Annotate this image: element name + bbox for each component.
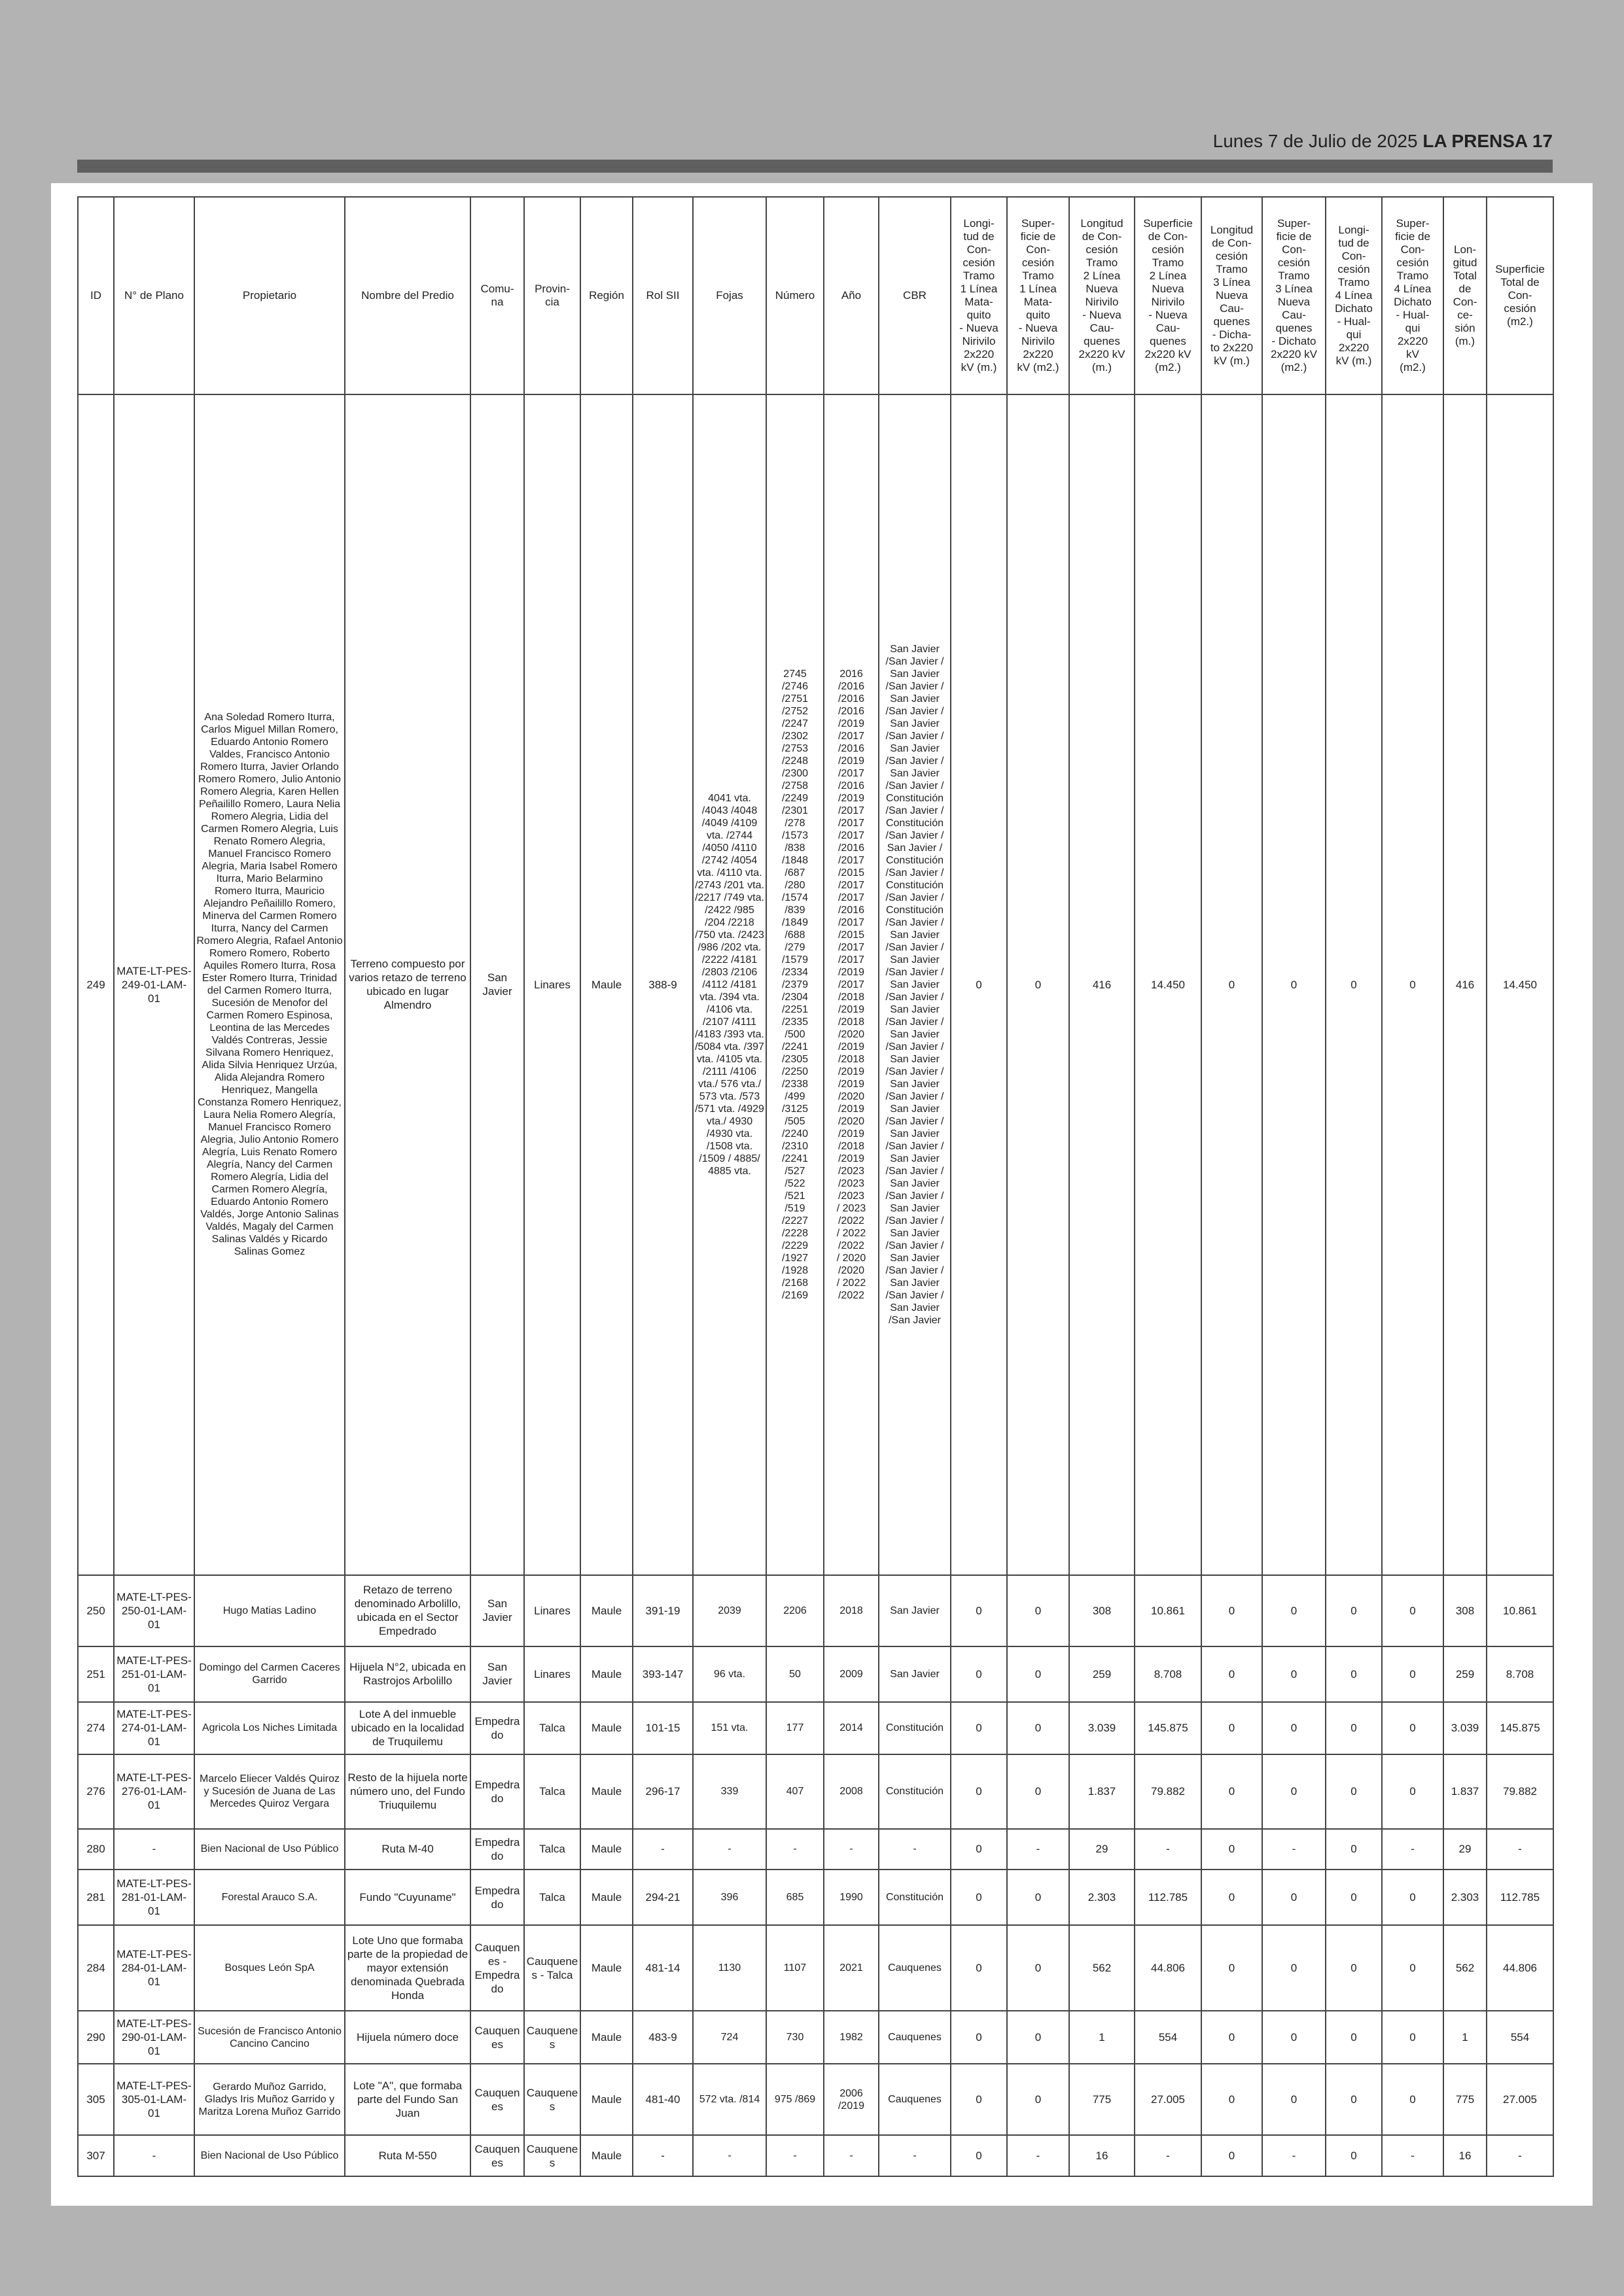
cell-fojas: -: [693, 2135, 766, 2176]
cell-rol: 388-9: [633, 394, 693, 1575]
cell-anio: 2009: [824, 1646, 879, 1702]
cell-plano: -: [114, 1829, 194, 1870]
cell-id: 249: [78, 394, 114, 1575]
cell-propietario: Agricola Los Niches Limitada: [194, 1702, 345, 1755]
cell-plano: -: [114, 2135, 194, 2176]
cell-t1s: -: [1007, 2135, 1069, 2176]
cell-t4l: 0: [1326, 1925, 1382, 2011]
cell-predio: Retazo de terreno denominado Arbolillo, ubicada en el Sector Empedrado: [345, 1575, 470, 1646]
cell-anio: 1990: [824, 1870, 879, 1925]
cell-t2s: 8.708: [1135, 1646, 1201, 1702]
cell-t3l: 0: [1201, 1925, 1262, 2011]
cell-anio: 2021: [824, 1925, 879, 2011]
cell-region: Maule: [580, 1754, 633, 1828]
cell-totl: 775: [1443, 2064, 1487, 2135]
cell-plano: MATE-LT-PES-284-01-LAM-01: [114, 1925, 194, 2011]
cell-comuna: San Javier: [470, 1575, 524, 1646]
header-col-t3-longitud: Longitud de Con- cesión Tramo 3 Línea Nueva Cau- quenes - Dicha- to 2x220 kV (m.): [1201, 197, 1262, 394]
cell-t2l: 1: [1069, 2011, 1135, 2064]
cell-tots: 10.861: [1487, 1575, 1553, 1646]
cell-t4s: 0: [1382, 1754, 1443, 1828]
cell-t1l: 0: [951, 1702, 1007, 1755]
cell-id: 281: [78, 1870, 114, 1925]
cell-tots: 27.005: [1487, 2064, 1553, 2135]
cell-t1l: 0: [951, 2011, 1007, 2064]
cell-t1s: 0: [1007, 1702, 1069, 1755]
cell-comuna: Empedrado: [470, 1702, 524, 1755]
table-row: [78, 2135, 1553, 2176]
cell-t1l: 0: [951, 1575, 1007, 1646]
header-col-region: Región: [580, 197, 633, 394]
cell-provincia: Talca: [524, 1829, 580, 1870]
cell-t3l: 0: [1201, 1870, 1262, 1925]
cell-region: Maule: [580, 2011, 633, 2064]
cell-fojas: 4041 vta. /4043 /4048 /4049 /4109 vta. /2744 /4050 /4110 /2742 /4054 vta. /4110 vta. /2743 /201 vta. /2217 /749 vta. /2422 /985 /204 /2218 /750 vta. /2423 /986 /202 vta. /2222 /4181 /2803 /2106 /4112 /4181 vta. /394 vta. /4106 vta. /2107 /4111 /4183 /393 vta. /5084 vta. /397 vta. /4105 vta. /2111 /4106 vta./ 576 vta./ 573 vta. /573 /571 vta. /4929 vta./ 4930 /4930 vta. /1508 vta. /1509 / 4885/ 4885 vta.: [693, 394, 766, 1575]
header-col-provincia: Provin- cia: [524, 197, 580, 394]
cell-t4s: 0: [1382, 1646, 1443, 1702]
cell-rol: 294-21: [633, 1870, 693, 1925]
cell-totl: 3.039: [1443, 1702, 1487, 1755]
cell-comuna: Empedrado: [470, 1754, 524, 1828]
header-col-propietario: Propietario: [194, 197, 345, 394]
cell-anio: 2006 /2019: [824, 2064, 879, 2135]
cell-t1s: 0: [1007, 394, 1069, 1575]
cell-t4l: 0: [1326, 1754, 1382, 1828]
cell-t4s: -: [1382, 1829, 1443, 1870]
cell-rol: 391-19: [633, 1575, 693, 1646]
cell-fojas: 151 vta.: [693, 1702, 766, 1755]
cell-t4l: 0: [1326, 2011, 1382, 2064]
cell-t4s: 0: [1382, 394, 1443, 1575]
cell-t3l: 0: [1201, 2064, 1262, 2135]
cell-t3l: 0: [1201, 394, 1262, 1575]
cell-totl: 259: [1443, 1646, 1487, 1702]
cell-id: 251: [78, 1646, 114, 1702]
cell-comuna: Cauquenes: [470, 2135, 524, 2176]
cell-numero: 1107: [766, 1925, 824, 2011]
cell-t4l: 0: [1326, 1575, 1382, 1646]
cell-numero: 730: [766, 2011, 824, 2064]
cell-region: Maule: [580, 2064, 633, 2135]
cell-propietario: Hugo Matias Ladino: [194, 1575, 345, 1646]
header-col-t4-longitud: Longi- tud de Con- cesión Tramo 4 Línea Dichato - Hual- qui 2x220 kV (m.): [1326, 197, 1382, 394]
cell-predio: Ruta M-550: [345, 2135, 470, 2176]
cell-t1s: 0: [1007, 1925, 1069, 2011]
cell-t2l: 308: [1069, 1575, 1135, 1646]
cell-cbr: Cauquenes: [879, 1925, 951, 2011]
cell-t4s: 0: [1382, 2064, 1443, 2135]
table-row: [78, 2011, 1553, 2064]
cell-t2l: 416: [1069, 394, 1135, 1575]
cell-t3l: 0: [1201, 2135, 1262, 2176]
cell-totl: 1.837: [1443, 1754, 1487, 1828]
cell-region: Maule: [580, 1829, 633, 1870]
cell-t3s: 0: [1262, 1870, 1326, 1925]
header-col-comuna: Comu- na: [470, 197, 524, 394]
cell-plano: MATE-LT-PES-276-01-LAM-01: [114, 1754, 194, 1828]
cell-provincia: Linares: [524, 1646, 580, 1702]
cell-plano: MATE-LT-PES-251-01-LAM-01: [114, 1646, 194, 1702]
header-col-t1-longitud: Longi- tud de Con- cesión Tramo 1 Línea Mata- quito - Nueva Nirivilo 2x220 kV (m.): [951, 197, 1007, 394]
cell-t4s: -: [1382, 2135, 1443, 2176]
cell-totl: 29: [1443, 1829, 1487, 1870]
cell-rol: 393-147: [633, 1646, 693, 1702]
cell-t3l: 0: [1201, 2011, 1262, 2064]
cell-t4s: 0: [1382, 1870, 1443, 1925]
cell-t2s: -: [1135, 2135, 1201, 2176]
cell-t2s: 27.005: [1135, 2064, 1201, 2135]
cell-fojas: 396: [693, 1870, 766, 1925]
cell-tots: 14.450: [1487, 394, 1553, 1575]
cell-predio: Ruta M-40: [345, 1829, 470, 1870]
cell-plano: MATE-LT-PES-274-01-LAM-01: [114, 1702, 194, 1755]
cell-anio: 2008: [824, 1754, 879, 1828]
cell-tots: 554: [1487, 2011, 1553, 2064]
cell-t3s: -: [1262, 1829, 1326, 1870]
cell-rol: 481-40: [633, 2064, 693, 2135]
cell-t4s: 0: [1382, 2011, 1443, 2064]
page-header: [77, 128, 1553, 154]
cell-t3s: 0: [1262, 1646, 1326, 1702]
cell-t1l: 0: [951, 1829, 1007, 1870]
cell-t4l: 0: [1326, 394, 1382, 1575]
table-row: [78, 2064, 1553, 2135]
cell-plano: MATE-LT-PES-250-01-LAM-01: [114, 1575, 194, 1646]
cell-numero: 975 /869: [766, 2064, 824, 2135]
cell-propietario: Bien Nacional de Uso Público: [194, 1829, 345, 1870]
cell-region: Maule: [580, 1870, 633, 1925]
cell-rol: 481-14: [633, 1925, 693, 2011]
cell-comuna: Cauquenes: [470, 2011, 524, 2064]
cell-region: Maule: [580, 1702, 633, 1755]
cell-anio: 1982: [824, 2011, 879, 2064]
cell-t1l: 0: [951, 1754, 1007, 1828]
cell-id: 307: [78, 2135, 114, 2176]
cell-t2l: 29: [1069, 1829, 1135, 1870]
cell-numero: 50: [766, 1646, 824, 1702]
cell-t1s: 0: [1007, 1646, 1069, 1702]
table-row: [78, 1575, 1553, 1646]
header-col-numero: Número: [766, 197, 824, 394]
cell-tots: 145.875: [1487, 1702, 1553, 1755]
cell-t3l: 0: [1201, 1575, 1262, 1646]
header-col-total-superficie: Superficie Total de Con- cesión (m2.): [1487, 197, 1553, 394]
cell-rol: -: [633, 2135, 693, 2176]
cell-t3l: 0: [1201, 1754, 1262, 1828]
cell-id: 284: [78, 1925, 114, 2011]
cell-fojas: 724: [693, 2011, 766, 2064]
cell-t4l: 0: [1326, 2135, 1382, 2176]
header-col-fojas: Fojas: [693, 197, 766, 394]
cell-t3s: 0: [1262, 1702, 1326, 1755]
cell-comuna: Cauquenes - Empedrado: [470, 1925, 524, 2011]
cell-region: Maule: [580, 1925, 633, 2011]
cell-region: Maule: [580, 2135, 633, 2176]
cell-fojas: 96 vta.: [693, 1646, 766, 1702]
cell-t2s: 554: [1135, 2011, 1201, 2064]
cell-provincia: Linares: [524, 1575, 580, 1646]
cell-predio: Lote A del inmueble ubicado en la localidad de Truquilemu: [345, 1702, 470, 1755]
cell-plano: MATE-LT-PES-281-01-LAM-01: [114, 1870, 194, 1925]
cell-provincia: Cauquenes: [524, 2064, 580, 2135]
cell-fojas: 572 vta. /814: [693, 2064, 766, 2135]
cell-predio: Terreno compuesto por varios retazo de terreno ubicado en lugar Almendro: [345, 394, 470, 1575]
cell-region: Maule: [580, 394, 633, 1575]
cell-cbr: San Javier: [879, 1646, 951, 1702]
cell-rol: 483-9: [633, 2011, 693, 2064]
cell-t1s: 0: [1007, 1754, 1069, 1828]
cell-tots: 79.882: [1487, 1754, 1553, 1828]
cell-t1l: 0: [951, 1646, 1007, 1702]
cell-t3s: -: [1262, 2135, 1326, 2176]
cell-t2l: 259: [1069, 1646, 1135, 1702]
cell-rol: -: [633, 1829, 693, 1870]
cell-region: Maule: [580, 1646, 633, 1702]
table-row: [78, 1646, 1553, 1702]
cell-tots: 44.806: [1487, 1925, 1553, 2011]
cell-numero: 177: [766, 1702, 824, 1755]
cell-comuna: Empedrado: [470, 1829, 524, 1870]
cell-numero: 685: [766, 1870, 824, 1925]
cell-t3l: 0: [1201, 1829, 1262, 1870]
cell-tots: -: [1487, 1829, 1553, 1870]
cell-t2s: 112.785: [1135, 1870, 1201, 1925]
header-col-t3-superficie: Super- ficie de Con- cesión Tramo 3 Línea Nueva Cau- quenes - Dichato 2x220 kV (m2.): [1262, 197, 1326, 394]
cell-t3s: 0: [1262, 394, 1326, 1575]
cell-provincia: Cauquenes: [524, 2011, 580, 2064]
cell-t2l: 775: [1069, 2064, 1135, 2135]
cell-id: 274: [78, 1702, 114, 1755]
cell-t3s: 0: [1262, 1575, 1326, 1646]
cell-predio: Fundo "Cuyuname": [345, 1870, 470, 1925]
header-col-anio: Año: [824, 197, 879, 394]
cell-propietario: Marcelo Eliecer Valdés Quiroz y Sucesión de Juana de Las Mercedes Quiroz Vergara: [194, 1754, 345, 1828]
cell-t1l: 0: [951, 394, 1007, 1575]
cell-t1l: 0: [951, 2064, 1007, 2135]
cell-t4l: 0: [1326, 2064, 1382, 2135]
cell-numero: 2745 /2746 /2751 /2752 /2247 /2302 /2753 /2248 /2300 /2758 /2249 /2301 /278 /1573 /838 /1848 /687 /280 /1574 /839 /1849 /688 /279 /1579 /2334 /2379 /2304 /2251 /2335 /500 /2241 /2305 /2250 /2338 /499 /3125 /505 /2240 /2310 /2241 /527 /522 /521 /519 /2227 /2228 /2229 /1927 /1928 /2168 /2169: [766, 394, 824, 1575]
table-row: [78, 1925, 1553, 2011]
table-header-row: [78, 197, 1553, 394]
cell-totl: 1: [1443, 2011, 1487, 2064]
cell-provincia: Cauquenes - Talca: [524, 1925, 580, 2011]
cell-t1l: 0: [951, 1925, 1007, 2011]
cell-t4s: 0: [1382, 1702, 1443, 1755]
cell-plano: MATE-LT-PES-305-01-LAM-01: [114, 2064, 194, 2135]
cell-t3s: 0: [1262, 1754, 1326, 1828]
cell-tots: 8.708: [1487, 1646, 1553, 1702]
cell-propietario: Ana Soledad Romero Iturra, Carlos Miguel Millan Romero, Eduardo Antonio Romero Valdes, Francisco Antonio Romero Iturra, Javier Orlando Romero Romero, Julio Antonio Romero Alegria, Karen Hellen Peñailillo Romero, Laura Nelia Romero Alegria, Lidia del Carmen Romero Alegria, Luis Renato Romero Alegria, Manuel Francisco Romero Alegria, Maria Isabel Romero Iturra, Mario Belarmino Romero Iturra, Mauricio Alejandro Peñailillo Romero, Minerva del Carmen Romero Iturra, Nancy del Carmen Romero Alegria, Rafael Antonio Romero Romero, Roberto Aquiles Romero Iturra, Rosa Ester Romero Iturra, Trinidad del Carmen Romero Iturra, Sucesión de Menofor del Carmen Romero Espinosa, Leontina de las Mercedes Valdés Contreras, Jessie Silvana Romero Henriquez, Alida Silvia Henriquez Urzúa, Alida Alejandra Romero Henriquez, Mangella Constanza Romero Henriquez, Laura Nelia Romero Alegría, Manuel Francisco Romero Alegria, Julio Antonio Romero Alegría, Luis Renato Romero Alegría, Nancy del Carmen Romero Alegría, Lidia del Carmen Romero Alegría, Eduardo Antonio Romero Valdés, Jorge Antonio Salinas Valdés, Magaly del Carmen Salinas Valdés y Ricardo Salinas Gomez: [194, 394, 345, 1575]
cell-id: 305: [78, 2064, 114, 2135]
cell-cbr: Constitución: [879, 1702, 951, 1755]
cell-propietario: Sucesión de Francisco Antonio Cancino Cancino: [194, 2011, 345, 2064]
header-col-t4-superficie: Super- ficie de Con- cesión Tramo 4 Línea Dichato - Hual- qui 2x220 kV (m2.): [1382, 197, 1443, 394]
cell-cbr: Cauquenes: [879, 2011, 951, 2064]
cell-comuna: San Javier: [470, 394, 524, 1575]
header-col-t1-superficie: Super- ficie de Con- cesión Tramo 1 Línea Mata- quito - Nueva Nirivilo 2x220 kV (m2.): [1007, 197, 1069, 394]
cell-predio: Resto de la hijuela norte número uno, del Fundo Triuquilemu: [345, 1754, 470, 1828]
cell-fojas: -: [693, 1829, 766, 1870]
cell-predio: Hijuela N°2, ubicada en Rastrojos Arbolillo: [345, 1646, 470, 1702]
cell-propietario: Gerardo Muñoz Garrido, Gladys Iris Muñoz Garrido y Maritza Lorena Muñoz Garrido: [194, 2064, 345, 2135]
cell-cbr: Cauquenes: [879, 2064, 951, 2135]
cell-cbr: -: [879, 2135, 951, 2176]
table-row: [78, 1829, 1553, 1870]
cell-t2s: 145.875: [1135, 1702, 1201, 1755]
cell-numero: 407: [766, 1754, 824, 1828]
cell-id: 276: [78, 1754, 114, 1828]
cell-region: Maule: [580, 1575, 633, 1646]
cell-id: 250: [78, 1575, 114, 1646]
cell-propietario: Forestal Arauco S.A.: [194, 1870, 345, 1925]
cell-provincia: Cauquenes: [524, 2135, 580, 2176]
cell-totl: 308: [1443, 1575, 1487, 1646]
header-col-predio: Nombre del Predio: [345, 197, 470, 394]
cell-t2s: 79.882: [1135, 1754, 1201, 1828]
header-col-plano: N° de Plano: [114, 197, 194, 394]
concession-table: [77, 196, 1554, 2177]
cell-totl: 16: [1443, 2135, 1487, 2176]
cell-t3l: 0: [1201, 1702, 1262, 1755]
table-row: [78, 1870, 1553, 1925]
cell-cbr: -: [879, 1829, 951, 1870]
cell-fojas: 339: [693, 1754, 766, 1828]
header-col-rol: Rol SII: [633, 197, 693, 394]
cell-anio: 2016 /2016 /2016 /2016 /2019 /2017 /2016 /2019 /2017 /2016 /2019 /2017 /2017 /2017 /2016 /2017 /2015 /2017 /2017 /2016 /2017 /2015 /2017 /2017 /2019 /2017 /2018 /2019 /2018 /2020 /2019 /2018 /2019 /2019 /2020 /2019 /2020 /2019 /2018 /2019 /2023 /2023 /2023 / 2023 /2022 / 2022 /2022 / 2020 /2020 / 2022 /2022: [824, 394, 879, 1575]
cell-propietario: Domingo del Carmen Caceres Garrido: [194, 1646, 345, 1702]
cell-propietario: Bien Nacional de Uso Público: [194, 2135, 345, 2176]
cell-numero: -: [766, 2135, 824, 2176]
header-paper-name: LA PRENSA 17: [1422, 131, 1553, 151]
cell-t3s: 0: [1262, 1925, 1326, 2011]
cell-t4l: 0: [1326, 1829, 1382, 1870]
header-date: Lunes 7 de Julio de 2025: [1212, 131, 1418, 151]
header-rule: [77, 160, 1553, 173]
table-row: [78, 1754, 1553, 1828]
header-col-cbr: CBR: [879, 197, 951, 394]
cell-t2s: -: [1135, 1829, 1201, 1870]
cell-comuna: Empedrado: [470, 1870, 524, 1925]
table-row: [78, 394, 1553, 1575]
cell-cbr: San Javier /San Javier / San Javier /San Javier / San Javier /San Javier / San Javier /San Javier / San Javier /San Javier / San Javier /San Javier / Constitución /San Javier / Constitución /San Javier / San Javier / Constitución /San Javier / Constitución /San Javier / Constitución /San Javier / San Javier /San Javier / San Javier /San Javier / San Javier /San Javier / San Javier /San Javier / San Javier /San Javier / San Javier /San Javier / San Javier /San Javier / San Javier /San Javier / San Javier /San Javier / San Javier /San Javier / San Javier /San Javier / San Javier /San Javier / San Javier /San Javier / San Javier /San Javier / San Javier /San Javier / San Javier /San Javier: [879, 394, 951, 1575]
cell-t2s: 10.861: [1135, 1575, 1201, 1646]
cell-t1s: -: [1007, 1829, 1069, 1870]
cell-t1l: 0: [951, 2135, 1007, 2176]
cell-t1s: 0: [1007, 1575, 1069, 1646]
cell-cbr: San Javier: [879, 1575, 951, 1646]
cell-provincia: Linares: [524, 394, 580, 1575]
cell-t2l: 1.837: [1069, 1754, 1135, 1828]
cell-tots: -: [1487, 2135, 1553, 2176]
cell-t4s: 0: [1382, 1575, 1443, 1646]
cell-rol: 101-15: [633, 1702, 693, 1755]
cell-fojas: 1130: [693, 1925, 766, 2011]
cell-fojas: 2039: [693, 1575, 766, 1646]
header-col-t2-superficie: Superficie de Con- cesión Tramo 2 Línea Nueva Nirivilo - Nueva Cau- quenes 2x220 kV (m2.): [1135, 197, 1201, 394]
cell-t2l: 2.303: [1069, 1870, 1135, 1925]
cell-tots: 112.785: [1487, 1870, 1553, 1925]
header-col-total-longitud: Lon- gitud Total de Con- ce- sión (m.): [1443, 197, 1487, 394]
cell-predio: Lote "A", que formaba parte del Fundo San Juan: [345, 2064, 470, 2135]
cell-t4s: 0: [1382, 1925, 1443, 2011]
cell-totl: 562: [1443, 1925, 1487, 2011]
cell-t1s: 0: [1007, 2064, 1069, 2135]
cell-numero: -: [766, 1829, 824, 1870]
cell-cbr: Constitución: [879, 1754, 951, 1828]
table-row: [78, 1702, 1553, 1755]
cell-comuna: Cauquenes: [470, 2064, 524, 2135]
header-col-t2-longitud: Longitud de Con- cesión Tramo 2 Línea Nueva Nirivilo - Nueva Cau- quenes 2x220 kV (m.): [1069, 197, 1135, 394]
cell-comuna: San Javier: [470, 1646, 524, 1702]
cell-plano: MATE-LT-PES-249-01-LAM-01: [114, 394, 194, 1575]
cell-t3s: 0: [1262, 2064, 1326, 2135]
cell-provincia: Talca: [524, 1870, 580, 1925]
cell-provincia: Talca: [524, 1702, 580, 1755]
cell-t3l: 0: [1201, 1646, 1262, 1702]
cell-provincia: Talca: [524, 1754, 580, 1828]
cell-anio: -: [824, 1829, 879, 1870]
cell-id: 280: [78, 1829, 114, 1870]
cell-predio: Lote Uno que formaba parte de la propiedad de mayor extensión denominada Quebrada Honda: [345, 1925, 470, 2011]
cell-anio: 2014: [824, 1702, 879, 1755]
cell-anio: 2018: [824, 1575, 879, 1646]
document-sheet: [51, 183, 1593, 2206]
cell-propietario: Bosques León SpA: [194, 1925, 345, 2011]
cell-anio: -: [824, 2135, 879, 2176]
cell-id: 290: [78, 2011, 114, 2064]
cell-t4l: 0: [1326, 1702, 1382, 1755]
cell-t1l: 0: [951, 1870, 1007, 1925]
cell-t1s: 0: [1007, 1870, 1069, 1925]
cell-predio: Hijuela número doce: [345, 2011, 470, 2064]
cell-totl: 2.303: [1443, 1870, 1487, 1925]
cell-t2s: 14.450: [1135, 394, 1201, 1575]
cell-t4l: 0: [1326, 1870, 1382, 1925]
cell-t1s: 0: [1007, 2011, 1069, 2064]
cell-t2s: 44.806: [1135, 1925, 1201, 2011]
cell-t2l: 16: [1069, 2135, 1135, 2176]
cell-t2l: 3.039: [1069, 1702, 1135, 1755]
cell-totl: 416: [1443, 394, 1487, 1575]
cell-numero: 2206: [766, 1575, 824, 1646]
cell-t4l: 0: [1326, 1646, 1382, 1702]
cell-t3s: 0: [1262, 2011, 1326, 2064]
header-col-id: ID: [78, 197, 114, 394]
cell-rol: 296-17: [633, 1754, 693, 1828]
cell-cbr: Constitución: [879, 1870, 951, 1925]
cell-plano: MATE-LT-PES-290-01-LAM-01: [114, 2011, 194, 2064]
cell-t2l: 562: [1069, 1925, 1135, 2011]
